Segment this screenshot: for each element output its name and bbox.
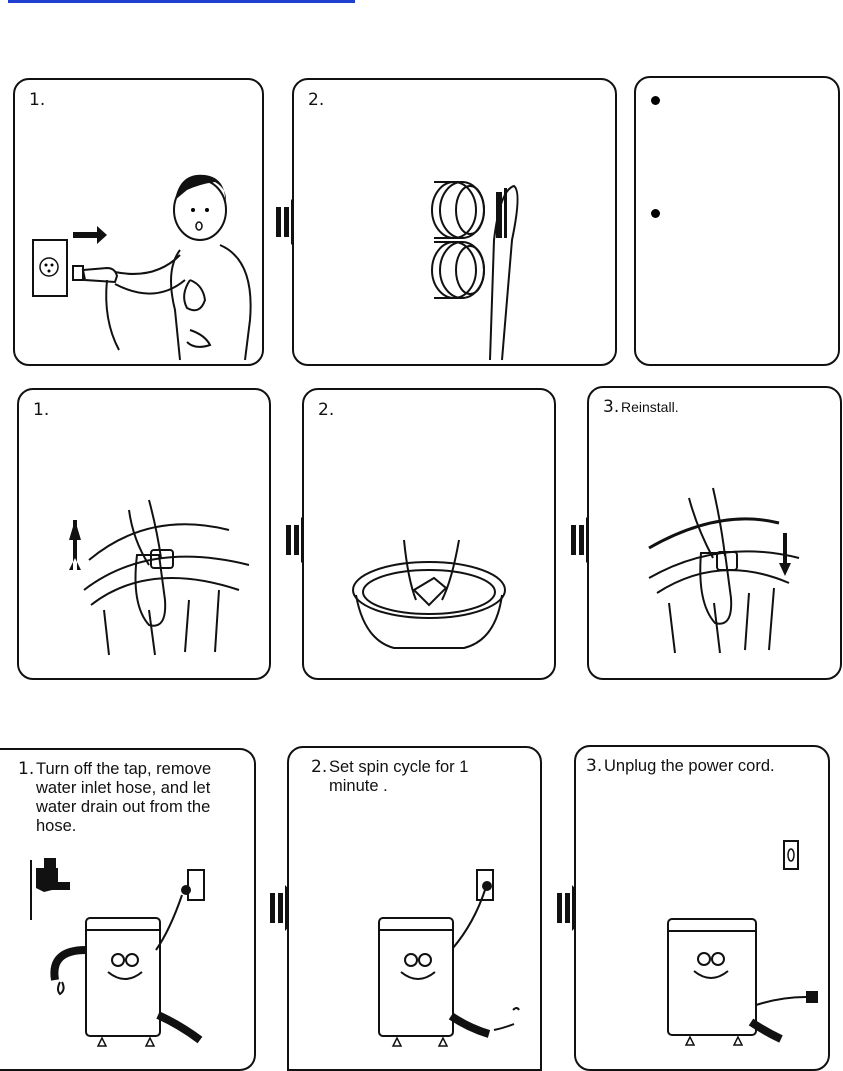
row3-step2-text: Set spin cycle for 1 minute .	[329, 758, 469, 795]
unplug-illustration	[15, 80, 264, 366]
row3-step3-text: Unplug the power cord.	[604, 757, 775, 775]
row2-step3-text: Reinstall.	[621, 399, 679, 415]
filter-brush-illustration	[294, 80, 617, 366]
row2-step1-panel	[17, 388, 271, 680]
row1-step2-panel	[292, 78, 617, 366]
row3-step1-number: 1.	[18, 759, 35, 779]
row3-step1-panel	[0, 748, 256, 1071]
unplug-washer-illustration	[576, 747, 830, 1071]
row2-step2-number: 2.	[318, 400, 335, 420]
remove-filter-illustration	[19, 390, 271, 680]
spin-cycle-illustration	[289, 748, 542, 1071]
row1-notes-panel	[634, 76, 840, 366]
bullet-icon	[651, 209, 660, 218]
row3-step3-number: 3.	[586, 756, 603, 776]
row3-step1-text: Turn off the tap, remove water inlet hose, and let water drain out from the hose.	[36, 760, 212, 835]
row2-step3-number: 3.	[603, 397, 620, 417]
row3-step3-panel	[574, 745, 830, 1071]
row2-step1-number: 1.	[33, 400, 50, 420]
row1-step2-number: 2.	[308, 90, 325, 110]
row2-step2-panel	[302, 388, 556, 680]
row1-step1-panel	[13, 78, 264, 366]
bullet-icon	[651, 96, 660, 105]
drain-hose-illustration	[0, 750, 256, 1071]
header-link-underline	[8, 0, 355, 3]
row1-step1-number: 1.	[29, 90, 46, 110]
row3-step2-number: 2.	[311, 757, 328, 777]
row2-step3-panel	[587, 386, 842, 680]
wash-filter-illustration	[304, 390, 556, 680]
row3-step2-panel	[287, 746, 542, 1071]
reinstall-filter-illustration	[589, 388, 842, 680]
